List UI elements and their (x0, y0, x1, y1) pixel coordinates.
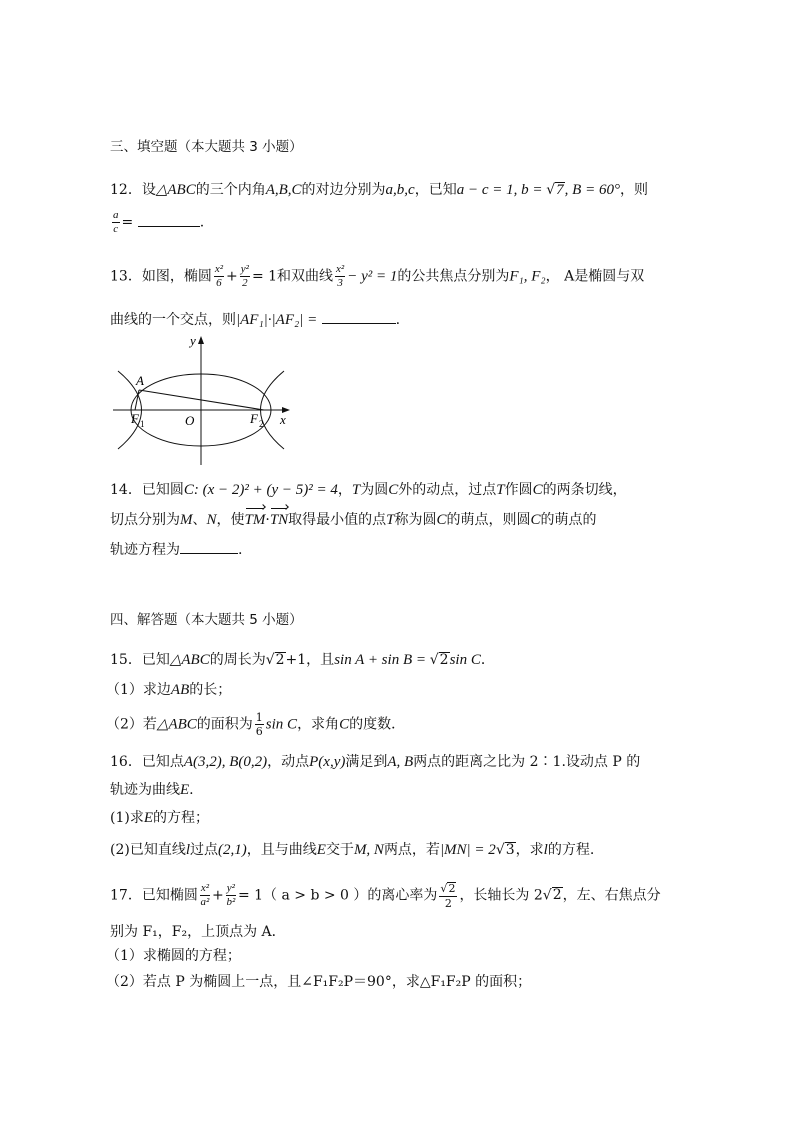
y-axis-arrow (198, 336, 204, 344)
q16-P: P(x,y) (309, 754, 346, 770)
q14-C: C (436, 512, 447, 528)
q16-E: E (316, 842, 326, 858)
q16-line1 (110, 752, 640, 772)
q16-part1 (110, 808, 209, 828)
q15-triangle: △ABC (169, 652, 210, 668)
q16-text: (1)求 (110, 810, 144, 826)
q17-text: （ a > b > 0 ）的离心率为 (263, 887, 438, 904)
q14-C: C (532, 482, 543, 498)
q14-vector-tm: TM (244, 512, 266, 528)
q15-text: 的长； (189, 682, 232, 698)
label-f2-sub: 2 (259, 419, 264, 429)
q16-text: 的方程. (547, 842, 595, 858)
q16-AB: A, B (387, 754, 414, 770)
q14-sep: 、 (192, 512, 207, 528)
q16-abs: |MN| = 2 (439, 842, 496, 858)
q15-condition: sin A + sin B = (334, 652, 430, 668)
q12-text: ，已知 (414, 182, 457, 198)
q15-fraction: $\frac{1}{6}$ (255, 711, 263, 738)
q15-ab: AB (170, 682, 190, 698)
q17-line2: 别为 F₁，F₂，上顶点为 A． (110, 924, 286, 940)
label-f2: F (250, 411, 258, 426)
q16-line2 (110, 780, 194, 800)
q14-C: C (530, 512, 541, 528)
q15-text: ，求角 (297, 716, 340, 733)
q14-text: 为圆 (360, 482, 389, 498)
q15-triangle: △ABC (156, 716, 197, 733)
q12-text: 的三个内角 (195, 182, 266, 198)
q17-text: ，长轴长为 2 (459, 887, 543, 904)
q12-triangle: △ABC (155, 182, 196, 198)
q14-T: T (351, 482, 361, 498)
q12-line1: 12．设△ABC的三个内角A,B,C的对边分别为a,b,c，已知a − c = 1, b = √7, B = 60°，则 (110, 182, 648, 198)
q14-text: 取得最小值的点 (288, 512, 387, 528)
q16-text: 两点，若 (383, 842, 440, 858)
q17-eccentricity: $\frac{√2}{2}$ (440, 882, 456, 910)
q13-ellipse-frac1: $\frac{\text{x²}}{6}$ (214, 263, 224, 289)
q14-answer-blank[interactable] (180, 553, 238, 554)
q17-plus: + (212, 887, 224, 904)
q14-end: . (238, 542, 243, 558)
q16-E: E (180, 782, 190, 798)
q12-condition: a − c = 1, b = (456, 182, 547, 198)
q13-answer-blank[interactable] (322, 323, 396, 324)
q17-part1: （1）求椭圆的方程； (106, 948, 241, 964)
q14-text: 的萌点，则圆 (446, 512, 531, 528)
q17-part2: （2）若点 P 为椭圆上一点，且∠F₁F₂P＝90°，求△F₁F₂P 的面积； (106, 974, 532, 990)
q16-part2: (2)已知直线l过点(2,1)，且与曲线E交于M, N两点，若|MN| = 2√3，求l的方程. (110, 842, 595, 858)
q16-E: E (143, 810, 154, 826)
q16-text: 过点 (190, 842, 219, 858)
q14-N: N (206, 512, 217, 528)
q17-frac1: $\frac{\text{x²}}{\text{a²}}$ (200, 881, 210, 908)
q12-sides: a,b,c (385, 182, 415, 198)
q15-part1 (106, 680, 231, 700)
q13-hyperbola-frac: $\frac{\text{x²}}{3}$ (336, 263, 345, 289)
label-x: x (280, 412, 286, 427)
q14-text: ， (337, 482, 352, 498)
q16-text: (2)已知直线 (110, 842, 186, 858)
q12-angles: A,B,C (265, 182, 302, 198)
q14-text: 的两条切线， (542, 482, 627, 498)
q12-answer-blank[interactable] (138, 226, 200, 227)
q13-hyperbola-rest: − y² = 1 (347, 268, 398, 285)
q14-text: 轨迹方程为 (110, 542, 180, 558)
q15-text: 的度数． (349, 716, 406, 733)
q14-dot: · (265, 512, 270, 528)
q16-points: A(3,2), B(0,2) (183, 754, 268, 770)
q16-text: 轨迹为曲线 (110, 782, 180, 798)
q16-text: ，动点 (267, 754, 310, 770)
q15-text: +1，且 (285, 652, 335, 668)
q17-frac2: $\frac{\text{y²}}{\text{b²}}$ (226, 881, 236, 908)
q16-text: ，求 (515, 842, 544, 858)
ellipse-hyperbola-figure (110, 333, 296, 468)
q12-text: ，则 (619, 182, 648, 198)
q17-radicand: 2 (552, 887, 562, 904)
q12-condition: , B = 60° (564, 182, 620, 198)
q12-fraction: $\frac{a}{c}$ (113, 209, 119, 235)
q14-T: T (496, 482, 505, 498)
q14-vector-tn: TN (269, 512, 289, 528)
q13-number: 13．如图，椭圆 (110, 268, 212, 285)
q15-text: （1）求边 (106, 682, 171, 698)
q14-text: 作圆 (504, 482, 533, 498)
q12-equals: = (121, 214, 134, 231)
q14-text: ，使 (216, 512, 245, 528)
q14-line2 (110, 510, 597, 530)
q15-condition: sin C (449, 652, 481, 668)
q16-radicand: 3 (505, 842, 515, 858)
q17-number: 17．已知椭圆 (110, 887, 198, 904)
q17-line1: 17．已知椭圆 $\frac{\text{x²}}{\text{a²}}$ + $\frac{\text{y²}}{\text{b²}}$ = 1（ a > b > 0 ）的离心率为 $\frac{√2}{2}$ ，长轴长为 2√2，左、右焦点分 (110, 881, 661, 910)
q13-line1 (110, 264, 644, 289)
q15-part2 (106, 712, 405, 737)
section-fill-heading: 三、填空题（本大题共 3 小题） (110, 139, 303, 155)
q15-radicand: 2 (439, 652, 449, 668)
q16-l: l (185, 842, 191, 858)
q13-ellipse-frac2: $\frac{\text{y²}}{2}$ (240, 263, 249, 289)
q13-text: 和双曲线 (277, 268, 334, 285)
q16-end: . (189, 782, 194, 798)
label-f1: F (131, 411, 139, 426)
q13-product: |AF₁|·|AF₂| = (236, 312, 318, 328)
q16-text: 两点的距离之比为 2∶1.设动点 P 的 (413, 754, 641, 770)
q13-plus: + (226, 268, 238, 285)
q14-text: 外的动点，过点 (398, 482, 497, 498)
label-a: A (136, 373, 144, 388)
q12-number: 12．设 (110, 182, 156, 198)
q13-foci: F₁, F₂ (509, 268, 546, 285)
q15-line1: 15．已知△ABC的周长为√2+1，且sin A + sin B = √2sin C． (110, 652, 495, 668)
label-f1-sub: 1 (140, 419, 145, 429)
q14-line1 (110, 480, 627, 500)
q13-text: 的公共焦点分别为 (397, 268, 510, 285)
q14-text: 称为圆 (394, 512, 437, 528)
q15-number: 15．已知 (110, 652, 170, 668)
q15-end: ． (480, 652, 495, 668)
q14-number: 14．已知圆 (110, 482, 184, 498)
label-o: O (185, 413, 195, 428)
q14-circle: C: (x − 2)² + (y − 5)² = 4 (183, 482, 338, 498)
q16-l: l (543, 842, 548, 858)
q13-eq: = 1 (251, 268, 278, 285)
q16-text: 满足到 (345, 754, 388, 770)
q14-M: M (180, 512, 193, 528)
q16-MN: M, N (353, 842, 384, 858)
q16-number: 16．已知点 (110, 754, 184, 770)
q16-text: 交于 (325, 842, 354, 858)
q15-text: 的面积为 (196, 716, 253, 733)
q13-line2 (110, 310, 400, 330)
q14-T: T (386, 512, 395, 528)
q12-line2 (110, 210, 204, 235)
q14-C: C (388, 482, 399, 498)
section-solve-heading: 四、解答题（本大题共 5 小题） (110, 612, 303, 628)
q16-text: ，且与曲线 (246, 842, 317, 858)
q14-line3 (110, 540, 242, 560)
q16-text: 的方程； (153, 810, 210, 826)
q15-C: C (339, 716, 350, 733)
q17-text: ，左、右焦点分 (562, 887, 661, 904)
q14-text: 切点分别为 (110, 512, 180, 528)
q15-radicand: 2 (275, 652, 285, 668)
q14-text: 的萌点的 (540, 512, 597, 528)
q12-text: 的对边分别为 (301, 182, 386, 198)
q15-text: 的周长为 (209, 652, 266, 668)
q12-radicand: 7 (556, 182, 564, 198)
q16-point: (2,1) (218, 842, 247, 858)
q13-end: . (395, 312, 401, 328)
q17-eq: = 1 (237, 887, 264, 904)
q13-text: ， A是椭圆与双 (545, 268, 645, 285)
label-y: y (190, 333, 196, 348)
q15-text: （2）若 (106, 716, 157, 733)
q13-text: 曲线的一个交点，则 (110, 312, 236, 328)
q15-sinc: sin C (265, 716, 298, 733)
q12-end: . (199, 214, 205, 231)
